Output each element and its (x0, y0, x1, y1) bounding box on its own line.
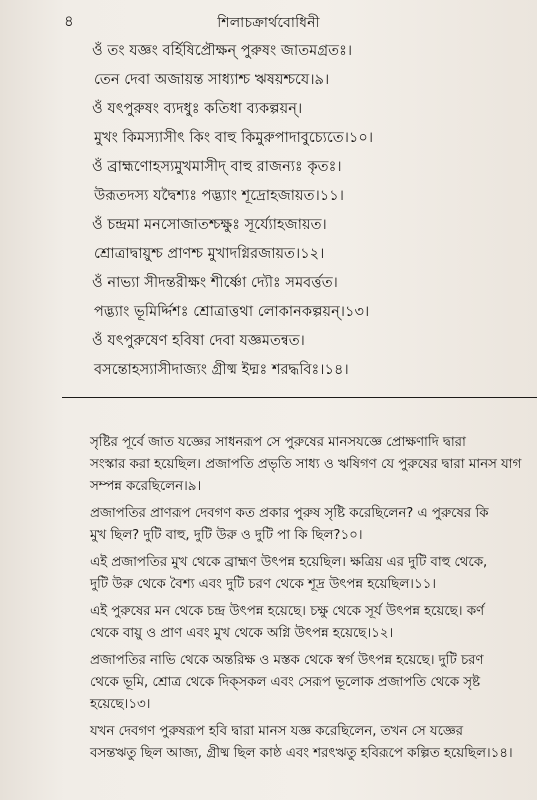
verse-line: পদ্ভ্যাং ভূমির্দ্দিশঃ শ্রোত্রাত্তথা লোকানকল্পয়ন্।১৩। (94, 303, 370, 320)
verse-line: ওঁ যৎপুরুষেণ হবিষা দেবা যজ্ঞমতন্বত। (92, 332, 305, 349)
verse-line: তেন দেবা অজায়ন্ত সাধ্যাশ্চ ঋষয়শ্চযে।৯। (94, 71, 330, 88)
text-line: প্রজাপতির নাভি থেকে অন্তরিক্ষ ও মস্তক থেকে স্বর্গ উৎপন্ন হয়েছে। দুটি চরণ (90, 653, 484, 668)
text-line: থেকে বায়ু ও প্রাণ এবং মুখ থেকে অগ্নি উৎপন্ন হয়েছে।১২। (90, 626, 394, 641)
translation-paragraph (60, 552, 528, 596)
verse-line: ওঁ যৎপুরুষং ব্যদধুঃ কতিধা ব্যকল্পয়ন্। (92, 100, 303, 117)
verse-line: শ্রোত্রাদ্বায়ুশ্চ প্রাণশ্চ মুখাদগ্নিরজায়ত।১২। (94, 245, 325, 262)
page-header (0, 8, 537, 34)
translation-paragraph (60, 503, 528, 547)
text-line: সৃষ্টির পূর্বে জাত যজ্ঞের সাধনরূপ সে পুরুষের মানসযজ্ঞে প্রোক্ষণাদি দ্বারা (90, 435, 466, 450)
translation-paragraph (60, 721, 528, 765)
translation-paragraph (60, 601, 528, 645)
page-number: ৪ (64, 12, 74, 30)
text-line: এই প্রজাপতির মুখ থেকে ব্রাহ্মণ উৎপন্ন হয়েছিল। ক্ষত্রিয় এর দুটি বাহু থেকে, (90, 555, 488, 570)
text-line: এই পুরুষের মন থেকে চন্দ্র উৎপন্ন হয়েছে। চক্ষু থেকে সূর্য উৎপন্ন হয়েছে। কর্ণ (90, 604, 485, 619)
text-line: বসন্তঋতু ছিল আজ্য, গ্রীষ্ম ছিল কাষ্ঠ এবং শরৎঋতু হবিরূপে কল্পিত হয়েছিল।১৪। (90, 746, 513, 761)
text-line: সংস্কার করা হয়েছিল। প্রজাপতি প্রভৃতি সাধ্য ও ঋষিগণ যে পুরুষের দ্বারা মানস যাগ (90, 457, 522, 472)
verse-line: ওঁ নাভ্যা সীদন্তরীক্ষং শীর্ষ্ণো দ্যৌঃ সমবর্ত্তত। (92, 274, 338, 291)
text-line: প্রজাপতির প্রাণরূপ দেবগণ কত প্রকার পুরুষ সৃষ্টি করেছিলেন? এ পুরুষের কি (90, 506, 489, 521)
running-title: শিলাচক্রার্থবোধিনী (217, 15, 320, 31)
text-line: দুটি উরু থেকে বৈশ্য এবং দুটি চরণ থেকে শূদ্র উৎপন্ন হয়েছিল।১১। (90, 577, 436, 592)
verse-line: উরূতদস্য যদ্বৈশ্যঃ পদ্ভ্যাং শূদ্রোহজায়ত।১১। (94, 187, 344, 204)
translation-paragraph (60, 432, 528, 498)
sanskrit-verses (92, 36, 512, 384)
text-line: হয়েছে।১৩। (90, 697, 151, 712)
text-line: মুখ ছিল? দুটি বাহু, দুটি উরু ও দুটি পা কি ছিল?১০। (90, 528, 363, 543)
verse-line: বসন্তোহস্যাসীদাজ্যং গ্রীষ্ম ইদ্মঃ শরদ্ধবিঃ।১৪। (94, 361, 349, 378)
verse-line: ওঁ তং যজ্ঞং বর্হিষিপ্রৌক্ষন্ পুরুষং জাতমগ্রতঃ। (92, 42, 353, 59)
text-line: থেকে ভূমি, শ্রোত্র থেকে দিক্‌সকল এবং সেরূপ ভূলোক প্রজাপতি থেকে সৃষ্ট (90, 675, 480, 690)
bengali-translation (60, 432, 528, 770)
translation-paragraph (60, 650, 528, 716)
verse-line: মুখং কিমস্যাসীৎ কিং বাহু কিমুরুপাদাবুচ্যেতে।১০। (94, 129, 374, 146)
verse-line: ওঁ চন্দ্রমা মনসোজাতশ্চক্ষুঃ সূর্য্যোহজায়ত। (92, 216, 327, 233)
text-line: সম্পন্ন করেছিলেন।৯। (90, 479, 202, 494)
verse-line: ওঁ ব্রাহ্মণোহস্যমুখমাসীদ্ বাহু রাজন্যঃ কৃতঃ। (92, 158, 342, 175)
text-line: যখন দেবগণ পুরুষরূপ হবি দ্বারা মানস যজ্ঞ করেছিলেন, তখন সে যজ্ঞের (90, 724, 463, 739)
section-divider (62, 397, 537, 398)
